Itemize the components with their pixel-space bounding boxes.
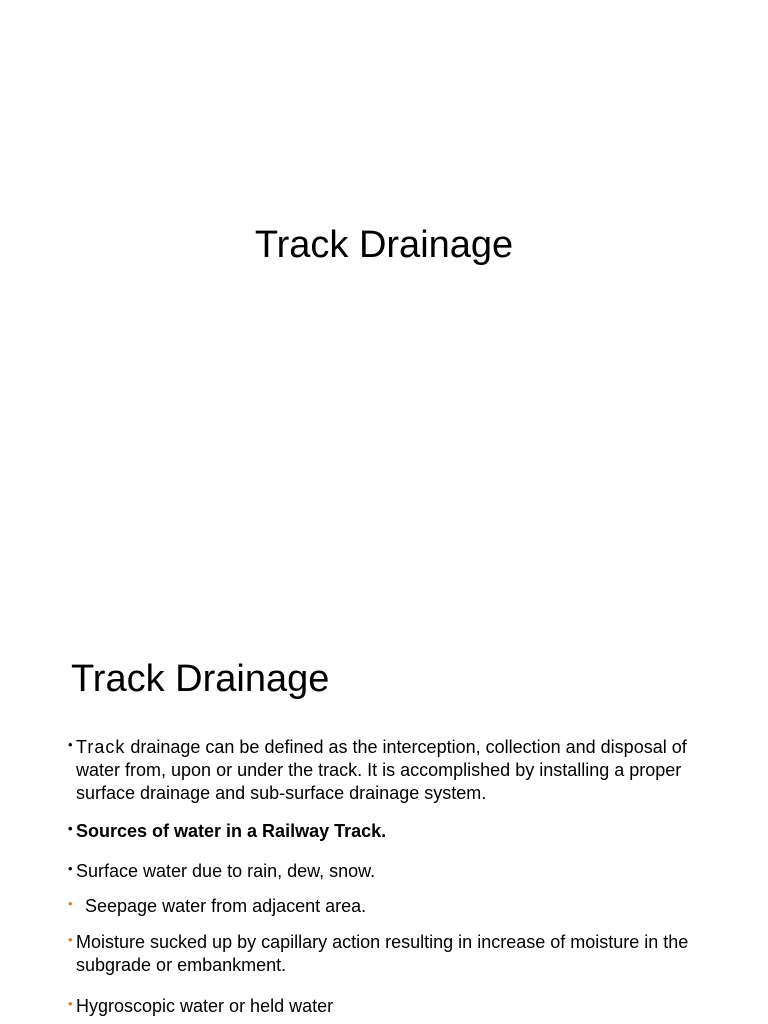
bullet-item-sources-heading — [68, 820, 698, 843]
bullet-text: Moisture sucked up by capillary action resulting in increase of moisture in the subgrade or embankment. — [76, 932, 689, 975]
bullet-dot-icon: • — [68, 861, 73, 876]
bullet-list — [68, 736, 698, 1018]
bullet-text: Seepage water from adjacent area. — [85, 896, 367, 916]
bullet-item-seepage-water — [68, 895, 698, 918]
content-slide-heading: Track Drainage — [71, 658, 330, 700]
bullet-text: Surface water due to rain, dew, snow. — [76, 861, 376, 881]
bullet-prefix: Track — [76, 737, 126, 757]
bullet-dot-icon: • — [68, 932, 73, 947]
content-slide — [0, 576, 768, 1024]
bullet-item-capillary-moisture — [68, 931, 698, 977]
bullet-item-hygroscopic-water — [68, 995, 698, 1018]
bullet-dot-icon: • — [68, 821, 73, 836]
bullet-text: Hygroscopic water or held water — [76, 996, 334, 1016]
bullet-dot-icon: • — [68, 737, 73, 752]
bullet-dot-icon: • — [68, 996, 73, 1011]
bullet-text: Sources of water in a Railway Track. — [76, 821, 387, 841]
bullet-dot-icon: • — [68, 896, 73, 911]
bullet-item-surface-water — [68, 860, 698, 883]
bullet-text: drainage can be defined as the interception, collection and disposal of water from, upon or under the track. It is accomplished by installing a proper surface drainage and sub-surface drainage system. — [76, 737, 687, 803]
title-slide-heading: Track Drainage — [254, 224, 514, 266]
bullet-item-definition — [68, 736, 698, 805]
